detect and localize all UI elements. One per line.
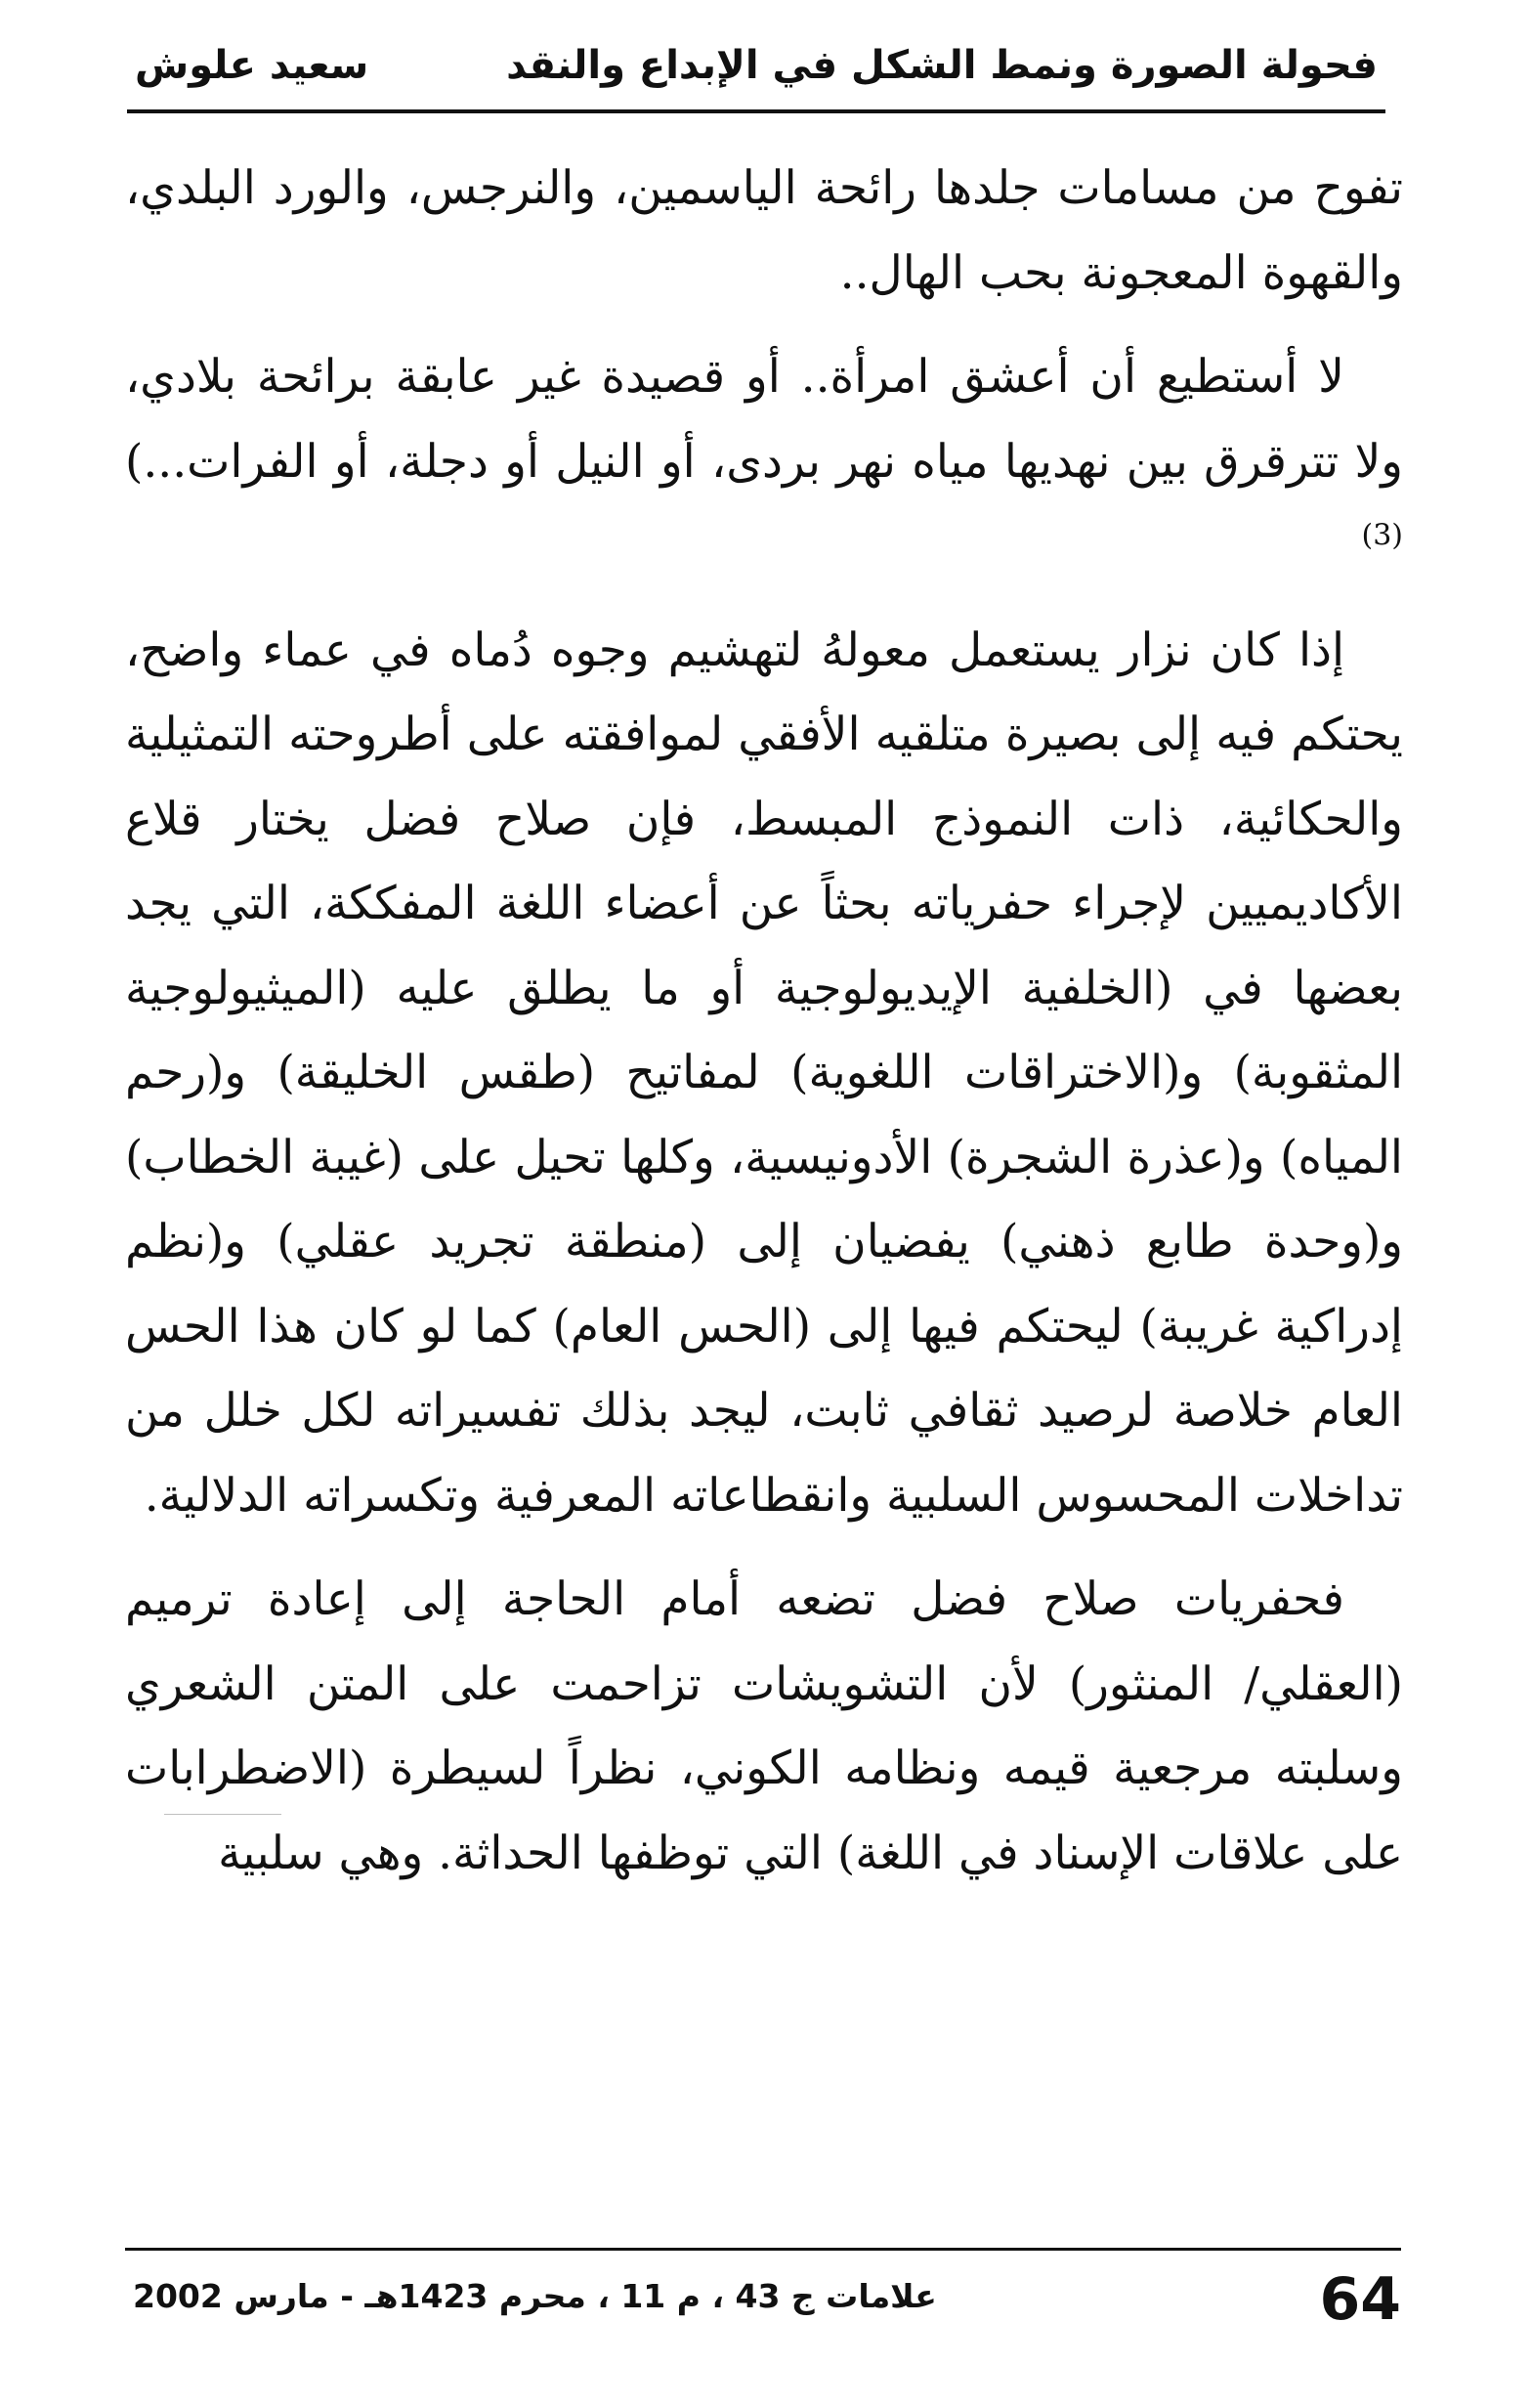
header-title: فحولة الصورة ونمط الشكل في الإبداع والنقد <box>506 43 1378 88</box>
page-footer <box>125 2265 1401 2344</box>
page-number: 64 <box>1319 2265 1401 2334</box>
journal-info: علامات ج 43 ، م 11 ، محرم 1423هـ - مارس 2002 <box>133 2277 937 2315</box>
paragraph-1: تفوح من مسامات جلدها رائحة الياسمين، والنرجس، والورد البلدي، والقهوة المعجونة بحب الهال.. <box>125 161 1403 300</box>
separator-rule <box>164 1814 281 1815</box>
paragraph-4: فحفريات صلاح فضل تضعه أمام الحاجة إلى إعادة ترميم (العقلي/ المنثور) لأن التشويشات تزاحمت على المتن الشعري وسلبته مرجعية قيمه ونظامه الكوني، نظراً لسيطرة (الاضطرابات على علاقات الإسناد في اللغة) التي توظفها الحداثة. وهي سلبية <box>125 1572 1403 1880</box>
paragraph-2 <box>125 335 1403 589</box>
paragraph-2-text: لا أستطيع أن أعشق امرأة.. أو قصيدة غير عابقة برائحة بلادي، ولا تترقرق بين نهديها مياه نهر بردى، أو النيل أو دجلة، أو الفرات...) <box>125 350 1403 489</box>
footer-rule <box>125 2248 1401 2251</box>
running-header <box>127 35 1385 113</box>
paragraph-3: إذا كان نزار يستعمل معولهُ لتهشيم وجوه دُماه في عماء واضح، يحتكم فيه إلى بصيرة متلقيه الأفقي لموافقته على أطروحته التمثيلية والحكائية، ذات النموذج المبسط، فإن صلاح فضل يختار قلاع الأكاديميين لإجراء حفرياته بحثاً عن أعضاء اللغة المفككة، التي يجد بعضها في (الخلفية الإيديولوجية أو ما يطلق عليه (الميثيولوجية المثقوبة) و(الاختراقات اللغوية) لمفاتيح (طقس الخليقة) و(رحم المياه) و(عذرة الشجرة) الأدونيسية، وكلها تحيل على (غيبة الخطاب) و(وحدة طابع ذهني) يفضيان إلى (منطقة تجريد عقلي) و(نظم إدراكية غريبة) ليحتكم فيها إلى (الحس العام) كما لو كان هذا الحس العام خلاصة لرصيد ثقافي ثابت، ليجد بذلك تفسيراته لكل خلل من تداخلات المحسوس السلبية وانقطاعاته المعرفية وتكسراته الدلالية. <box>125 623 1403 1523</box>
header-author: سعيد علوش <box>135 43 369 88</box>
footnote-reference: (3) <box>1361 518 1403 553</box>
body-text <box>125 147 1403 1915</box>
